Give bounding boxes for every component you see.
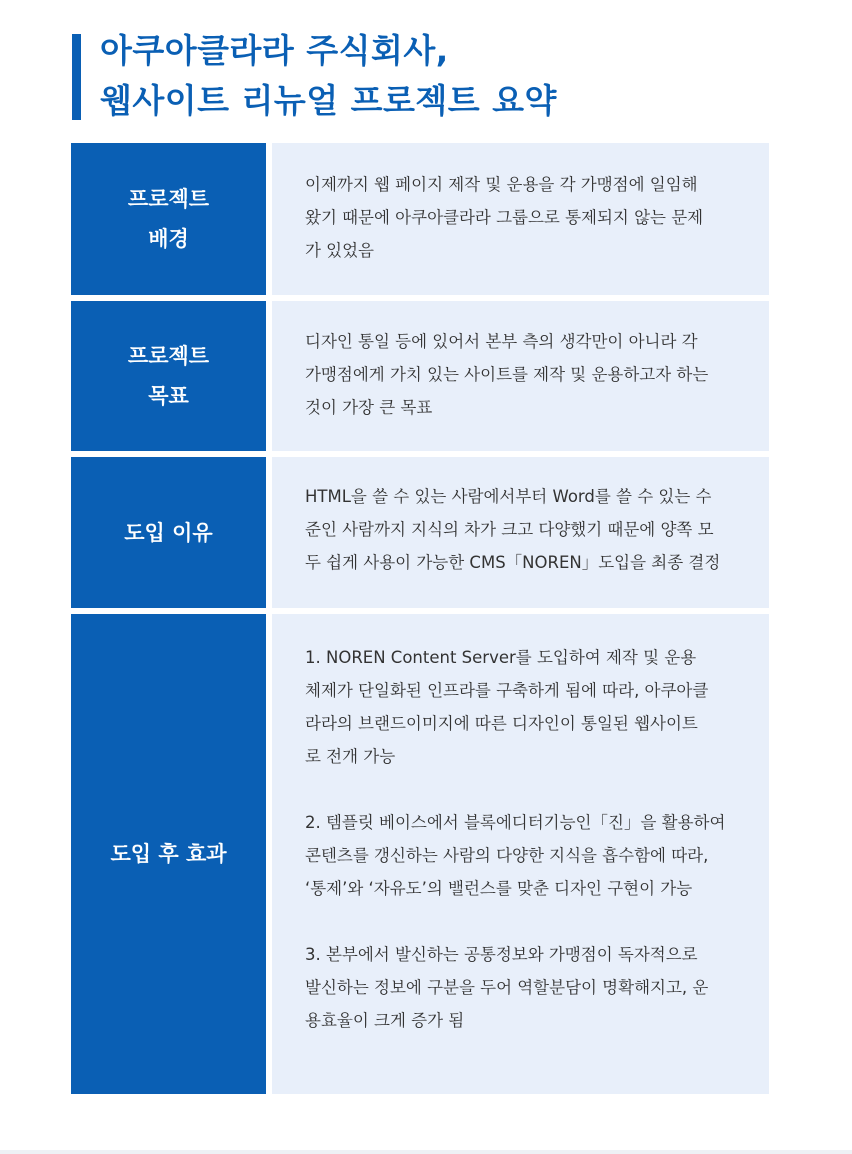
row-effect [71,614,769,1094]
content-line: 가 있었음 [305,241,375,260]
content-line: 가맹점에게 가치 있는 사이트를 제작 및 운용하고자 하는 [305,365,709,384]
effect-paragraph-2 [305,806,749,905]
content-line: 용효율이 크게 증가 됨 [305,1011,465,1030]
content-line: HTML을 쓸 수 있는 사람에서부터 Word를 쓸 수 있는 수 [305,487,712,506]
row-reason [71,457,769,608]
content-line: 발신하는 정보에 구분을 두어 역할분담이 명확해지고, 운 [305,978,709,997]
content-line: 1. NOREN Content Server를 도입하여 제작 및 운용 [305,648,697,667]
title-accent-bar [72,34,81,120]
content-line: 라라의 브랜드이미지에 따른 디자인이 통일된 웹사이트 [305,714,698,733]
row-label [71,457,266,608]
content-line: 것이 가장 큰 목표 [305,398,433,417]
content-line: 체제가 단일화된 인프라를 구축하게 됨에 따라, 아쿠아클 [305,681,709,700]
row-content [272,457,769,608]
row-label [71,614,266,1094]
row-label [71,143,266,295]
row-content [272,143,769,295]
content-line: 콘텐츠를 갱신하는 사람의 다양한 지식을 흡수함에 따라, [305,846,709,865]
content-line: 3. 본부에서 발신하는 공통정보와 가맹점이 독자적으로 [305,945,698,964]
content-line: 디자인 통일 등에 있어서 본부 측의 생각만이 아니라 각 [305,332,698,351]
row-label-line: 프로젝트 [127,344,210,368]
row-label-line: 프로젝트 [127,187,210,211]
title-line-1: 아쿠아클라라 주식회사, [100,31,449,70]
row-label-line: 도입 후 효과 [110,842,227,866]
row-label-line: 배경 [148,227,189,251]
row-content [272,301,769,451]
row-label [71,301,266,451]
row-content [272,614,769,1094]
content-line: 로 전개 가능 [305,747,396,766]
effect-paragraph-1 [305,641,749,773]
row-label-line: 목표 [148,384,189,408]
content-line: 준인 사람까지 지식의 차가 크고 다양했기 때문에 양쪽 모 [305,520,714,539]
row-label-line: 도입 이유 [124,520,213,545]
bottom-divider [0,1150,852,1154]
content-line: ‘통제’와 ‘자유도’의 밸런스를 맞춘 디자인 구현이 가능 [305,879,693,898]
row-background [71,143,769,295]
content-line: 2. 템플릿 베이스에서 블록에디터기능인「진」을 활용하여 [305,813,726,832]
content-line: 왔기 때문에 아쿠아클라라 그룹으로 통제되지 않는 문제 [305,208,704,227]
title-line-2: 웹사이트 리뉴얼 프로젝트 요약 [100,81,557,120]
page-title [72,30,792,124]
effect-paragraph-3 [305,938,749,1037]
content-line: 두 쉽게 사용이 가능한 CMS「NOREN」도입을 최종 결정 [305,553,721,572]
content-line: 이제까지 웹 페이지 제작 및 운용을 각 가맹점에 일임해 [305,175,698,194]
row-goal [71,301,769,451]
